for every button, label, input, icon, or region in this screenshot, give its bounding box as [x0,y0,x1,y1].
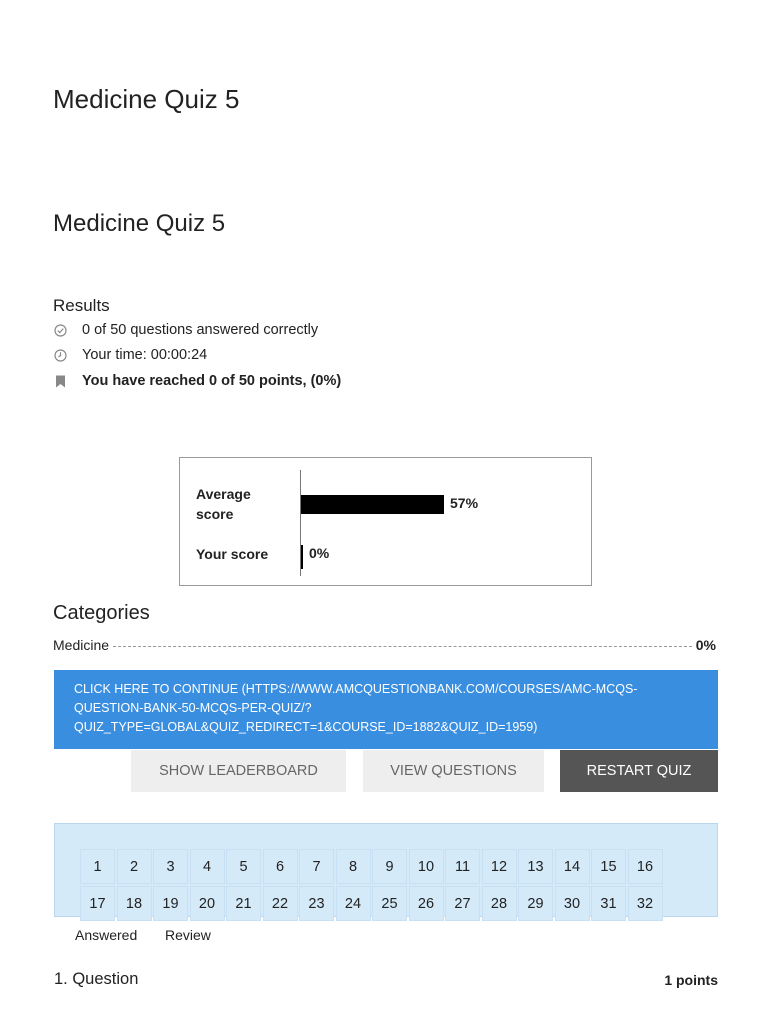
categories-heading: Categories [53,602,150,624]
question-number-button[interactable]: 14 [555,849,590,884]
question-number-button[interactable]: 2 [117,849,152,884]
question-number-button[interactable]: 25 [372,886,407,921]
question-number-button[interactable]: 19 [153,886,188,921]
question-number-button[interactable]: 28 [482,886,517,921]
view-questions-button[interactable]: VIEW QUESTIONS [363,750,544,792]
score-comparison-chart [179,457,592,586]
average-score-value: 57% [450,495,479,511]
bookmark-icon [53,374,67,388]
question-heading: 1. Question [54,970,139,988]
question-number-button[interactable]: 5 [226,849,261,884]
question-navigation-panel [54,823,718,917]
category-name: Medicine [53,637,110,653]
your-score-label: Your score [196,546,269,562]
question-number-button[interactable]: 20 [190,886,225,921]
question-number-button[interactable]: 29 [518,886,553,921]
question-number-button[interactable]: 26 [409,886,444,921]
question-number-button[interactable]: 11 [445,849,480,884]
question-number-button[interactable]: 23 [299,886,334,921]
page-title: Medicine Quiz 5 [53,84,240,114]
time-row [53,347,207,363]
points-text: You have reached 0 of 50 points, (0%) [82,373,342,389]
question-number-button[interactable]: 18 [117,886,152,921]
question-points: 1 points [664,972,718,988]
question-number-button[interactable]: 16 [628,849,663,884]
your-score-value: 0% [309,545,330,561]
your-score-bar [301,545,303,569]
category-leader-dots [113,646,692,647]
category-row [53,637,716,653]
question-number-button[interactable]: 30 [555,886,590,921]
results-heading: Results [53,296,110,315]
question-number-button[interactable]: 4 [190,849,225,884]
average-score-label: Average score [196,486,251,522]
average-score-bar [301,495,444,514]
question-number-button[interactable]: 12 [482,849,517,884]
quiz-title: Medicine Quiz 5 [53,210,226,237]
question-number-grid [80,849,663,921]
show-leaderboard-button[interactable]: SHOW LEADERBOARD [131,750,346,792]
question-number-button[interactable]: 15 [591,849,626,884]
correct-answers-row [53,322,318,338]
question-number-button[interactable]: 6 [263,849,298,884]
question-number-button[interactable]: 13 [518,849,553,884]
time-text: Your time: 00:00:24 [82,347,208,363]
question-number-button[interactable]: 3 [153,849,188,884]
question-number-button[interactable]: 21 [226,886,261,921]
question-number-button[interactable]: 32 [628,886,663,921]
points-row [53,373,341,389]
question-number-button[interactable]: 10 [409,849,444,884]
legend-answered: Answered [75,927,138,943]
legend-review: Review [165,927,211,943]
check-circle-icon [53,323,67,337]
question-number-button[interactable]: 31 [591,886,626,921]
restart-quiz-button[interactable]: RESTART QUIZ [560,750,718,792]
continue-button[interactable]: CLICK HERE TO CONTINUE (HTTPS://WWW.AMCQUESTIONBANK.COM/COURSES/AMC-MCQS-QUESTION-BANK-50-MCQS-PER-QUIZ/?QUIZ_TYPE=GLOBAL&QUIZ_REDIRECT=1&COURSE_ID=1882&QUIZ_ID=1959) [54,670,718,749]
question-number-button[interactable]: 1 [80,849,115,884]
question-number-button[interactable]: 22 [263,886,298,921]
correct-answers-text: 0 of 50 questions answered correctly [82,322,319,338]
question-number-button[interactable]: 8 [336,849,371,884]
question-number-button[interactable]: 17 [80,886,115,921]
question-number-button[interactable]: 24 [336,886,371,921]
category-percent: 0% [695,637,716,653]
question-number-button[interactable]: 9 [372,849,407,884]
question-number-button[interactable]: 27 [445,886,480,921]
clock-icon [53,348,67,362]
question-number-button[interactable]: 7 [299,849,334,884]
